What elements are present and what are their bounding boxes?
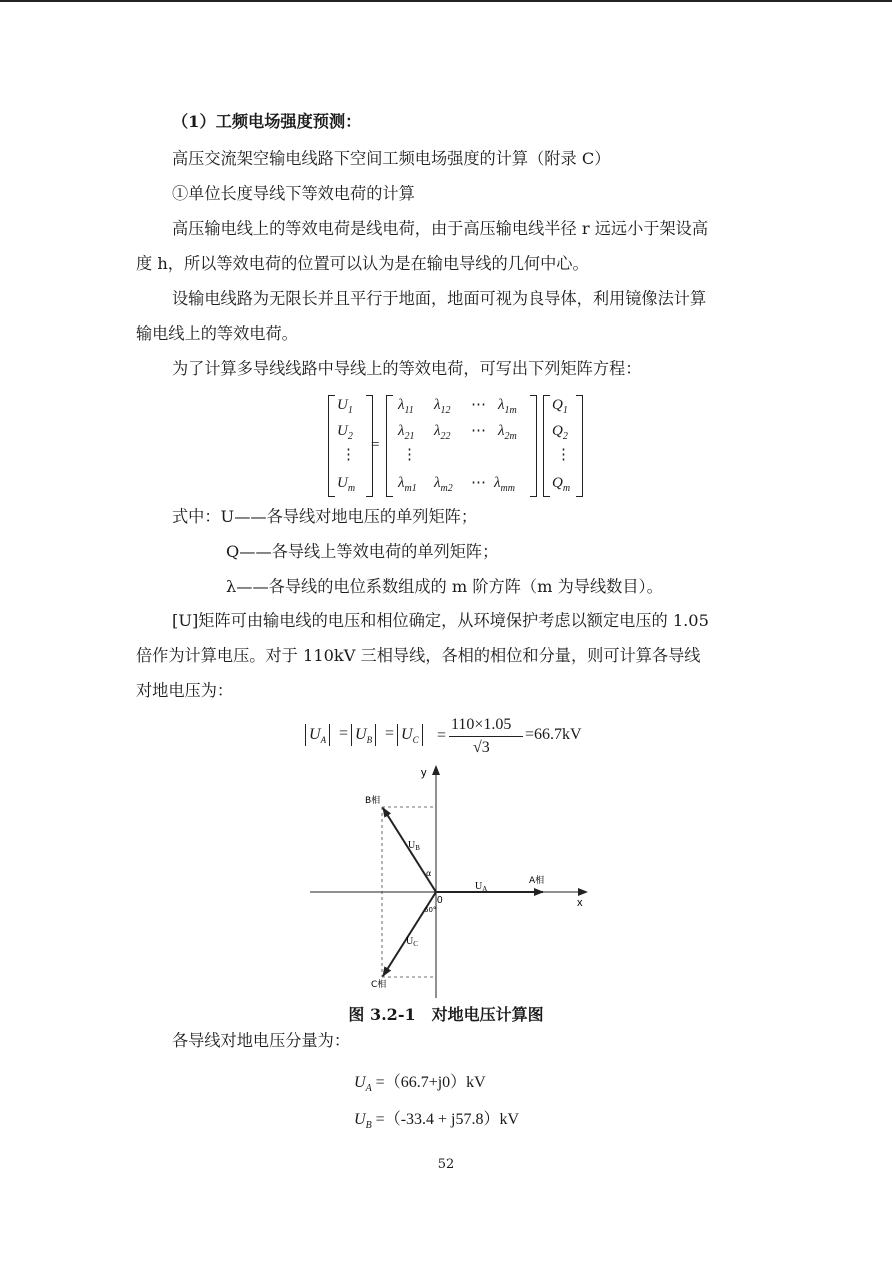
definition-line: λ——各导线的电位系数组成的 m 阶方阵（m 为导线数目）。 — [226, 577, 663, 596]
equals-sign: = — [437, 727, 447, 744]
equals-sign: = — [371, 437, 380, 453]
lambda-element: $\lambda_{2m}$ — [498, 423, 517, 442]
top-border — [0, 0, 892, 2]
q-element: $Q_2$ — [552, 423, 568, 442]
paragraph: 高压输电线上的等效电荷是线电荷，由于高压输电线半径 r 远远小于架设高 — [172, 219, 709, 238]
c-phase-label: C相 — [371, 980, 387, 990]
u-element: $U_m$ — [337, 475, 356, 494]
y-axis-label: y — [421, 767, 427, 779]
section-heading: （1）工频电场强度预测： — [172, 112, 362, 131]
q-element: $Q_m$ — [552, 475, 571, 494]
paragraph: 倍作为计算电压。对于 110kV 三相导线，各相的相位和分量，则可计算各导线 — [136, 646, 701, 665]
bracket-left — [543, 395, 550, 497]
paragraph: 各导线对地电压分量为： — [172, 1031, 351, 1050]
definition-line: Q——各导线上等效电荷的单列矩阵； — [226, 542, 499, 561]
a-phase-label: A相 — [529, 876, 545, 886]
bracket-right — [576, 395, 583, 497]
lambda-dots: ⋯ — [471, 397, 486, 413]
lambda-element: $\lambda_{1m}$ — [498, 397, 517, 416]
figure-caption: 图 3.2-1 对地电压计算图 — [348, 1005, 544, 1024]
q-dots: ⋮ — [556, 447, 571, 463]
equation-ua: $U_A =(66.7+j0)kV$ — [354, 1074, 486, 1095]
page-number: 52 — [437, 1157, 455, 1172]
phasor-uc — [383, 892, 436, 976]
paragraph: 为了计算多导线线路中导线上的等效电荷，可写出下列矩阵方程： — [172, 359, 642, 378]
equals-sign: = — [385, 725, 395, 742]
angle-label-upper: α — [426, 869, 432, 878]
ub-phasor-label: $U_B$ — [408, 840, 420, 852]
equation-ub: $U_B =(-33.4 + j57.8)kV$ — [354, 1111, 520, 1132]
uc-phasor-label: $U_C$ — [406, 936, 418, 948]
equals-sign: = — [339, 725, 349, 742]
lambda-element: $\lambda_{mm}$ — [494, 475, 515, 494]
q-element: $Q_1$ — [552, 397, 568, 416]
matrix-equation — [328, 395, 588, 500]
x-axis-label: x — [577, 897, 583, 909]
lambda-dots: ⋮ — [402, 447, 417, 463]
formula-result: =66.7kV — [525, 726, 582, 743]
paragraph: 高压交流架空输电线路下空间工频电场强度的计算（附录 C） — [172, 149, 611, 168]
lambda-element: $\lambda_{12}$ — [434, 397, 451, 416]
abs-ub: $U_B$ — [351, 724, 376, 746]
u-element: $U_2$ — [337, 423, 353, 442]
paragraph: [U]矩阵可由输电线的电压和相位确定，从环境保护考虑以额定电压的 1.05 — [172, 611, 709, 630]
paragraph: 对地电压为： — [136, 681, 234, 700]
paragraph: 输电线上的等效电荷。 — [136, 324, 298, 343]
u-element: $U_1$ — [337, 397, 353, 416]
origin-label: 0 — [437, 895, 443, 906]
lambda-element: $\lambda_{m2}$ — [434, 475, 453, 494]
lambda-element: $\lambda_{21}$ — [398, 423, 415, 442]
phasor-diagram — [305, 762, 595, 1002]
bracket-left — [386, 395, 393, 497]
bracket-right — [530, 395, 537, 497]
paragraph: 度 h，所以等效电荷的位置可以认为是在输电导线的几何中心。 — [136, 254, 589, 273]
paragraph: 设输电线路为无限长并且平行于地面，地面可视为良导体，利用镜像法计算 — [172, 289, 707, 308]
paragraph: ①单位长度导线下等效电荷的计算 — [172, 184, 415, 203]
bracket-left — [328, 395, 335, 497]
lambda-element: $\lambda_{m1}$ — [398, 475, 417, 494]
fraction-bar — [449, 736, 523, 737]
ua-phasor-label: $U_A$ — [475, 881, 488, 893]
lambda-element: $\lambda_{22}$ — [434, 423, 451, 442]
angle-label-lower: 60° — [424, 906, 437, 914]
lambda-element: $\lambda_{11}$ — [398, 397, 414, 416]
abs-ua: $U_A$ — [305, 724, 330, 746]
lambda-dots: ⋯ — [471, 423, 486, 439]
lambda-dots: ⋯ — [471, 475, 486, 491]
voltage-formula — [305, 716, 605, 762]
definition-line: 式中：U——各导线对地电压的单列矩阵； — [172, 507, 478, 526]
u-dots: ⋮ — [341, 447, 356, 463]
b-phase-label: B相 — [365, 796, 381, 806]
fraction-numerator: 110×1.05 — [451, 716, 512, 733]
fraction-denominator: √3 — [473, 739, 490, 756]
abs-uc: $U_C$ — [397, 724, 423, 746]
